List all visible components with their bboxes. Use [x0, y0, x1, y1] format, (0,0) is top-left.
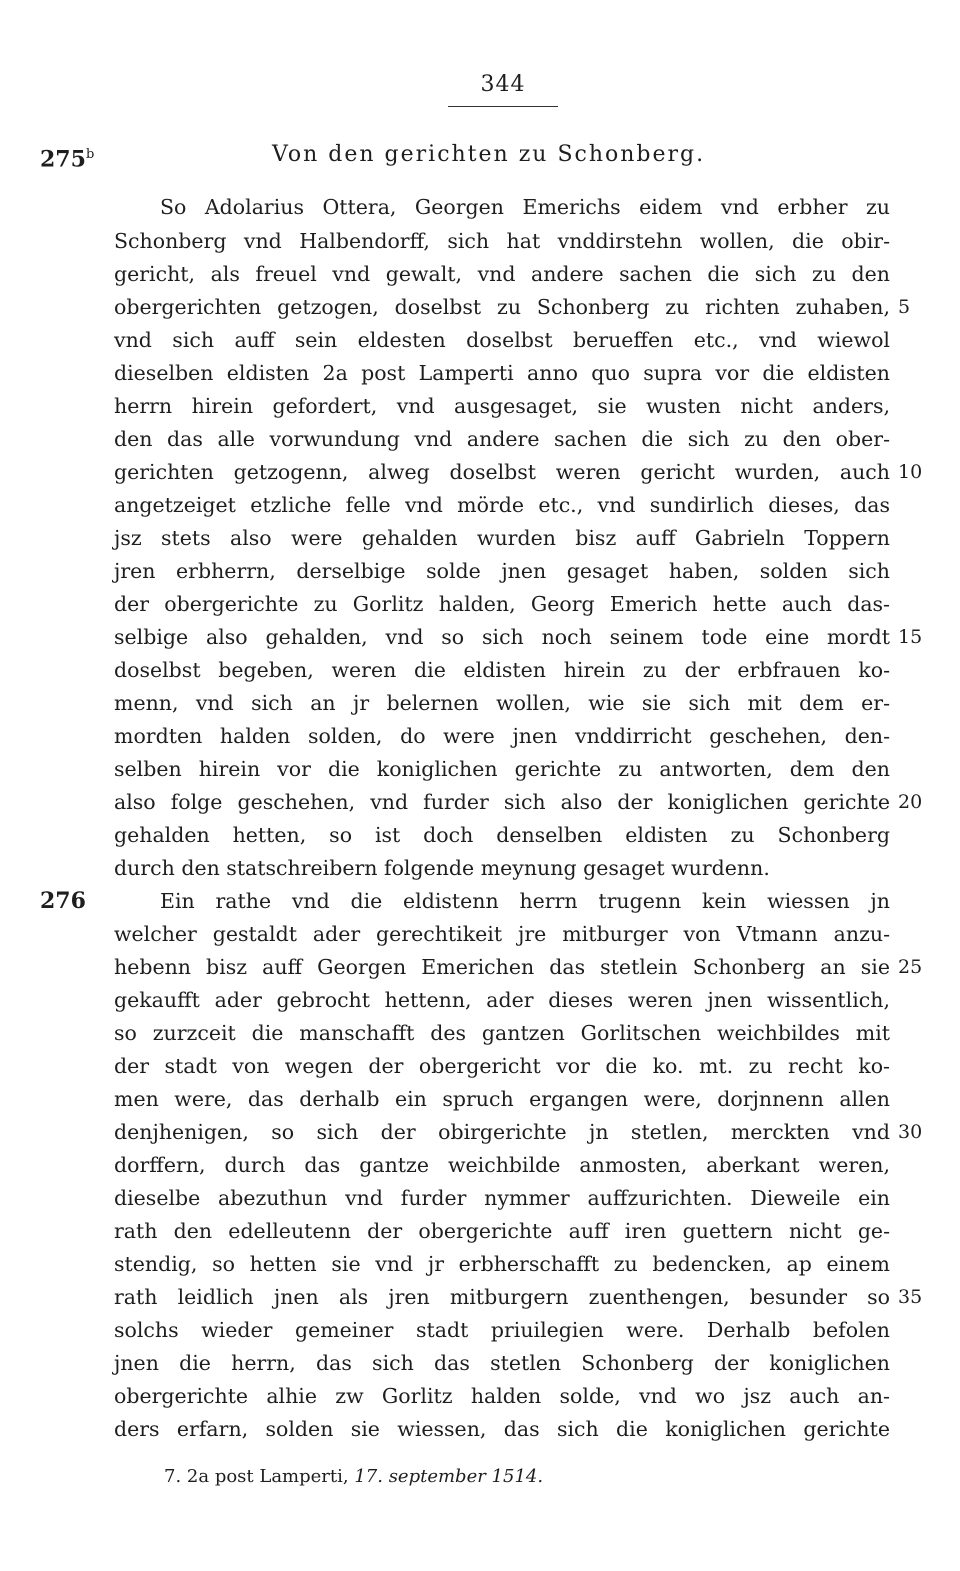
section-heading: Von den gerichten zu Schonberg.	[272, 142, 706, 167]
text-line: doselbst begeben, weren die eldisten hirein zu der erbfrauen ko-	[114, 658, 890, 682]
text-line: hebenn bisz auff Georgen Emerichen das stetlein Schonberg an sie	[114, 955, 890, 979]
text-line: obergerichten getzogen, doselbst zu Schonberg zu richten zuhaben,	[114, 295, 890, 319]
text-line: jnen die herrn, das sich das stetlen Schonberg der koniglichen	[114, 1351, 890, 1375]
text-line: herrn hirein gefordert, vnd ausgesaget, sie wusten nicht anders,	[114, 394, 890, 418]
text-line: gehalden hetten, so ist doch denselben eldisten zu Schonberg	[114, 823, 890, 847]
text-line: so zurzceit die manschafft des gantzen Gorlitschen weichbildes mit	[114, 1021, 890, 1045]
text-line: dieselbe abezuthun vnd furder nymmer auffzurichten. Dieweile ein	[114, 1186, 890, 1210]
text-line: angetzeiget etzliche felle vnd mörde etc., vnd sundirlich dieses, das	[114, 493, 890, 517]
text-line: Schonberg vnd Halbendorff, sich hat vnddirstehn wollen, die obir-	[114, 229, 890, 253]
text-line: men were, das derhalb ein spruch ergangen were, dorjnnenn allen	[114, 1087, 890, 1111]
text-line: jren erbherrn, derselbige solde jnen gesaget haben, solden sich	[114, 559, 890, 583]
text-line: rath den edelleutenn der obergerichte auff iren guettern nicht ge-	[114, 1219, 890, 1243]
text-line: den das alle vorwundung vnd andere sachen die sich zu den ober-	[114, 427, 890, 451]
text-line: menn, vnd sich an jr belernen wollen, wie sie sich mit dem er-	[114, 691, 890, 715]
text-line: ders erfarn, solden sie wiessen, das sich die koniglichen gerichte	[114, 1417, 890, 1441]
line-number: 10	[898, 461, 923, 483]
section-marker-276: 276	[40, 888, 86, 914]
text-line: solchs wieder gemeiner stadt priuilegien were. Derhalb befolen	[114, 1318, 890, 1342]
footnote-ref: 7.	[164, 1466, 182, 1487]
line-number: 15	[898, 626, 923, 648]
text-line: der obergerichte zu Gorlitz halden, Georg Emerich hette auch das-	[114, 592, 890, 616]
page-number: 344	[480, 72, 526, 97]
text-line: gericht, als freuel vnd gewalt, vnd andere sachen die sich zu den	[114, 262, 890, 286]
text-line: gekaufft ader gebrocht hettenn, ader dieses weren jnen wissentlich,	[114, 988, 890, 1012]
text-line: also folge geschehen, vnd furder sich also der koniglichen gerichte	[114, 790, 890, 814]
line-number: 25	[898, 956, 923, 978]
text-line: dieselben eldisten 2a post Lamperti anno quo supra vor die eldisten	[114, 361, 890, 385]
line-number: 5	[898, 296, 911, 318]
text-line: der stadt von wegen der obergericht vor die ko. mt. zu recht ko-	[114, 1054, 890, 1078]
line-number: 30	[898, 1121, 923, 1143]
text-line: selbige also gehalden, vnd so sich noch seinem tode eine mordt	[114, 625, 890, 649]
footnote-text: 2a post Lamperti,	[181, 1466, 355, 1487]
line-number: 20	[898, 791, 923, 813]
text-line: vnd sich auff sein eldesten doselbst berueffen etc., vnd wiewol	[114, 328, 890, 352]
footnote-date: 17. september 1514.	[354, 1466, 544, 1487]
text-line: dorffern, durch das gantze weichbilde anmosten, aberkant weren,	[114, 1153, 890, 1177]
text-line: jsz stets also were gehalden wurden bisz auff Gabrieln Toppern	[114, 526, 890, 550]
text-line: gerichten getzogenn, alweg doselbst weren gericht wurden, auch	[114, 460, 890, 484]
text-line: obergerichte alhie zw Gorlitz halden solde, vnd wo jsz auch an-	[114, 1384, 890, 1408]
text-line: mordten halden solden, do were jnen vnddirricht geschehen, den-	[114, 724, 890, 748]
line-number: 35	[898, 1286, 923, 1308]
text-line: So Adolarius Ottera, Georgen Emerichs eidem vnd erbher zu	[160, 195, 890, 219]
text-line: rath leidlich jnen als jren mitburgern zuenthengen, besunder so	[114, 1285, 890, 1309]
text-line: durch den statschreibern folgende meynung gesaget wurdenn.	[114, 856, 770, 880]
text-line: stendig, so hetten sie vnd jr erbherschafft zu bedencken, ap einem	[114, 1252, 890, 1276]
footnote	[164, 1462, 543, 1492]
section-marker-275b: 275$^b$	[40, 146, 95, 173]
text-line: welcher gestaldt ader gerechtikeit jre mitburger von Vtmann anzu-	[114, 922, 890, 946]
text-line: denjhenigen, so sich der obirgerichte jn stetlen, merckten vnd	[114, 1120, 890, 1144]
text-line: Ein rathe vnd die eldistenn herrn trugenn kein wiessen jn	[160, 889, 890, 913]
text-line: selben hirein vor die koniglichen gerichte zu antworten, dem den	[114, 757, 890, 781]
page-number-rule	[448, 106, 558, 107]
